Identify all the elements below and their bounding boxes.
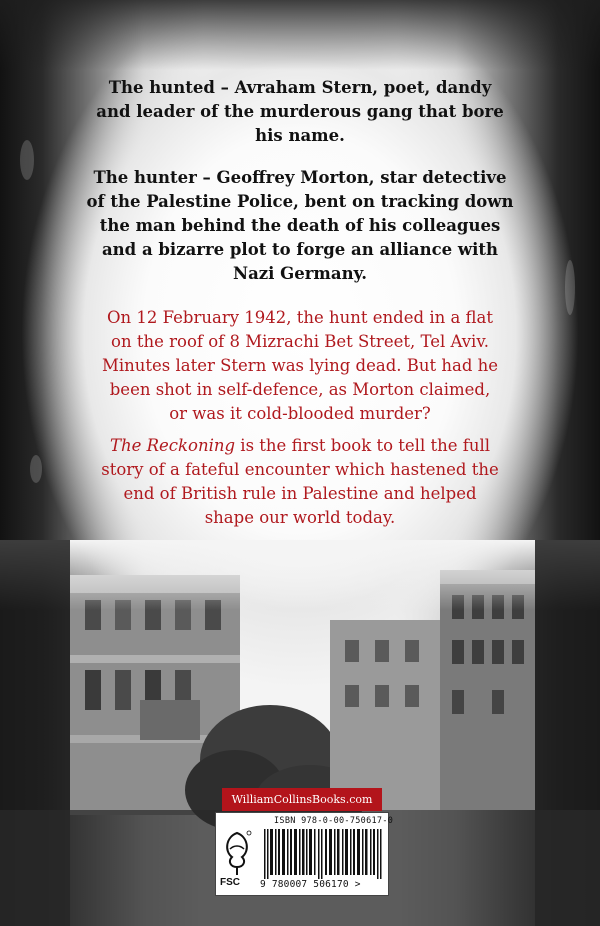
text-line: on the roof of 8 Mizrachi Bet Street, Tel Aviv. bbox=[111, 332, 489, 351]
text-line: The hunted – Avraham Stern, poet, dandy bbox=[108, 78, 492, 97]
fsc-label: FSC bbox=[220, 877, 240, 888]
publisher-url-badge: WilliamCollinsBooks.com bbox=[222, 788, 382, 811]
text-line: the man behind the death of his colleagues bbox=[99, 216, 501, 235]
text-line: shape our world today. bbox=[204, 508, 396, 527]
barcode-quiet-zone-marker: > bbox=[354, 879, 361, 890]
blurb-event-paragraph bbox=[60, 306, 540, 426]
book-title: The Reckoning bbox=[109, 436, 236, 455]
text-line: story of a fateful encounter which hastened the bbox=[101, 460, 499, 479]
text-line bbox=[60, 434, 540, 458]
scuff-mark bbox=[565, 260, 575, 315]
text-fragment: is the first book to tell the full bbox=[235, 436, 491, 455]
barcode-digits bbox=[260, 879, 386, 890]
isbn-barcode bbox=[264, 829, 382, 879]
scuff-mark bbox=[30, 455, 42, 483]
barcode-number: 9 780007 506170 bbox=[260, 879, 349, 890]
top-shadow bbox=[0, 0, 600, 70]
text-line: or was it cold-blooded murder? bbox=[169, 404, 431, 423]
text-line: On 12 February 1942, the hunt ended in a flat bbox=[106, 308, 494, 327]
text-line: of the Palestine Police, bent on tracking down bbox=[86, 192, 514, 211]
isbn-text: ISBN 978-0-00-750617-0 bbox=[274, 816, 394, 826]
barcode-panel bbox=[215, 812, 394, 896]
blurb-book-paragraph bbox=[60, 434, 540, 530]
text-line: his name. bbox=[255, 126, 345, 145]
text-line: and a bizarre plot to forge an alliance with bbox=[101, 240, 499, 259]
text-line: and leader of the murderous gang that bore bbox=[96, 102, 504, 121]
text-line: end of British rule in Palestine and helped bbox=[123, 484, 477, 503]
scuff-mark bbox=[20, 140, 34, 180]
blurb-hunted-paragraph bbox=[70, 76, 530, 148]
text-line: The hunter – Geoffrey Morton, star detective bbox=[93, 168, 507, 187]
blurb-hunter-paragraph bbox=[70, 166, 530, 286]
text-line: Minutes later Stern was lying dead. But had he bbox=[101, 356, 499, 375]
text-line: Nazi Germany. bbox=[232, 264, 368, 283]
text-line: been shot in self-defence, as Morton claimed, bbox=[109, 380, 491, 399]
